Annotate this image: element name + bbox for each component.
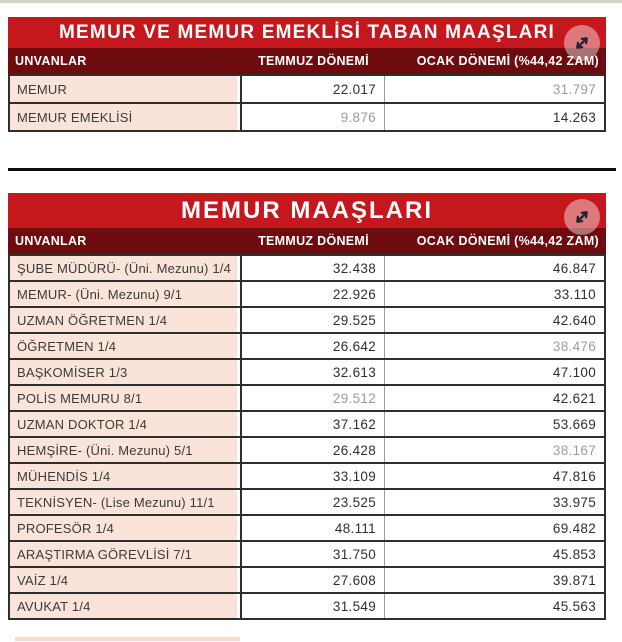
column-header-ocak: OCAK DÖNEMİ (%44,42 ZAM) bbox=[416, 54, 599, 68]
ocak-value: 14.263 bbox=[552, 109, 596, 125]
temmuz-value: 9.876 bbox=[242, 104, 385, 130]
table-row bbox=[10, 332, 604, 358]
table-row bbox=[10, 358, 604, 384]
row-label: MEMUR bbox=[10, 76, 242, 102]
temmuz-value: 26.642 bbox=[242, 334, 385, 358]
memur-maaslari-table bbox=[8, 193, 606, 620]
temmuz-value: 32.613 bbox=[242, 360, 385, 384]
row-label: BAŞKOMİSER 1/3 bbox=[10, 360, 242, 384]
row-label: UZMAN DOKTOR 1/4 bbox=[10, 412, 242, 436]
row-label: VAİZ 1/4 bbox=[10, 568, 242, 592]
table-row bbox=[10, 540, 604, 566]
table-title: MEMUR VE MEMUR EMEKLİSİ TABAN MAAŞLARI bbox=[59, 21, 555, 43]
column-header-unvanlar: UNVANLAR bbox=[15, 234, 87, 248]
row-label: ARAŞTIRMA GÖREVLİSİ 7/1 bbox=[10, 542, 242, 566]
temmuz-value: 32.438 bbox=[242, 256, 385, 280]
cropped-row-artifact bbox=[15, 637, 240, 641]
table-row bbox=[10, 280, 604, 306]
table-row bbox=[10, 436, 604, 462]
table-title-bar bbox=[8, 17, 606, 48]
temmuz-value: 27.608 bbox=[242, 568, 385, 592]
row-label: HEMŞİRE- (Üni. Mezunu) 5/1 bbox=[10, 438, 242, 462]
table-row bbox=[10, 256, 604, 280]
column-header-temmuz: TEMMUZ DÖNEMİ bbox=[258, 54, 369, 68]
taban-maaslari-table bbox=[8, 17, 606, 132]
temmuz-value: 33.109 bbox=[242, 464, 385, 488]
ocak-value: 47.816 bbox=[552, 468, 596, 484]
table-row bbox=[10, 306, 604, 332]
table-body bbox=[8, 74, 606, 132]
row-label: ŞUBE MÜDÜRÜ- (Üni. Mezunu) 1/4 bbox=[10, 256, 242, 280]
table-row bbox=[10, 102, 604, 130]
section-divider bbox=[8, 168, 616, 171]
column-header-ocak: OCAK DÖNEMİ (%44,42 ZAM) bbox=[416, 234, 599, 248]
table-row bbox=[10, 488, 604, 514]
ocak-value: 33.110 bbox=[553, 286, 596, 302]
table-title: MEMUR MAAŞLARI bbox=[181, 196, 433, 224]
ocak-value: 45.853 bbox=[552, 546, 596, 562]
ocak-value: 53.669 bbox=[552, 416, 596, 432]
ocak-value: 42.640 bbox=[552, 312, 596, 328]
temmuz-value: 37.162 bbox=[242, 412, 385, 436]
ocak-value: 46.847 bbox=[552, 260, 596, 276]
column-header-unvanlar: UNVANLAR bbox=[15, 54, 87, 68]
temmuz-value: 22.926 bbox=[242, 282, 385, 306]
temmuz-value: 29.512 bbox=[242, 386, 385, 410]
row-label: PROFESÖR 1/4 bbox=[10, 516, 242, 540]
table-row bbox=[10, 514, 604, 540]
ocak-value: 38.476 bbox=[552, 338, 596, 354]
table-row bbox=[10, 410, 604, 436]
ocak-value: 39.871 bbox=[552, 572, 596, 588]
ocak-value: 33.975 bbox=[552, 494, 596, 510]
temmuz-value: 29.525 bbox=[242, 308, 385, 332]
row-label: UZMAN ÖĞRETMEN 1/4 bbox=[10, 308, 242, 332]
column-header-temmuz: TEMMUZ DÖNEMİ bbox=[258, 234, 369, 248]
table-body bbox=[8, 254, 606, 620]
row-label: AVUKAT 1/4 bbox=[10, 594, 242, 618]
ocak-value: 38.167 bbox=[552, 442, 596, 458]
ocak-value: 47.100 bbox=[552, 364, 596, 380]
table-row bbox=[10, 76, 604, 102]
row-label: MEMUR EMEKLİSİ bbox=[10, 104, 242, 130]
table-header-row bbox=[8, 228, 606, 254]
temmuz-value: 23.525 bbox=[242, 490, 385, 514]
row-label: MEMUR- (Üni. Mezunu) 9/1 bbox=[10, 282, 242, 306]
temmuz-value: 26.428 bbox=[242, 438, 385, 462]
row-label: POLİS MEMURU 8/1 bbox=[10, 386, 242, 410]
row-label: MÜHENDİS 1/4 bbox=[10, 464, 242, 488]
ocak-value: 45.563 bbox=[552, 598, 596, 614]
table-row bbox=[10, 384, 604, 410]
table-row bbox=[10, 566, 604, 592]
screenshot-top-edge bbox=[0, 0, 622, 3]
table-row bbox=[10, 592, 604, 618]
row-label: TEKNİSYEN- (Lise Mezunu) 11/1 bbox=[10, 490, 242, 514]
row-label: ÖĞRETMEN 1/4 bbox=[10, 334, 242, 358]
ocak-value: 31.797 bbox=[552, 81, 596, 97]
temmuz-value: 31.750 bbox=[242, 542, 385, 566]
temmuz-value: 31.549 bbox=[242, 594, 385, 618]
expand-table-button[interactable] bbox=[564, 199, 600, 235]
table-header-row bbox=[8, 48, 606, 74]
resize-diagonal-arrows-icon bbox=[572, 33, 592, 53]
ocak-value: 42.621 bbox=[552, 390, 596, 406]
ocak-value: 69.482 bbox=[552, 520, 596, 536]
table-row bbox=[10, 462, 604, 488]
temmuz-value: 48.111 bbox=[242, 516, 385, 540]
resize-diagonal-arrows-icon bbox=[572, 207, 592, 227]
table-title-bar bbox=[8, 193, 606, 228]
expand-table-button[interactable] bbox=[564, 25, 600, 61]
temmuz-value: 22.017 bbox=[242, 76, 385, 102]
